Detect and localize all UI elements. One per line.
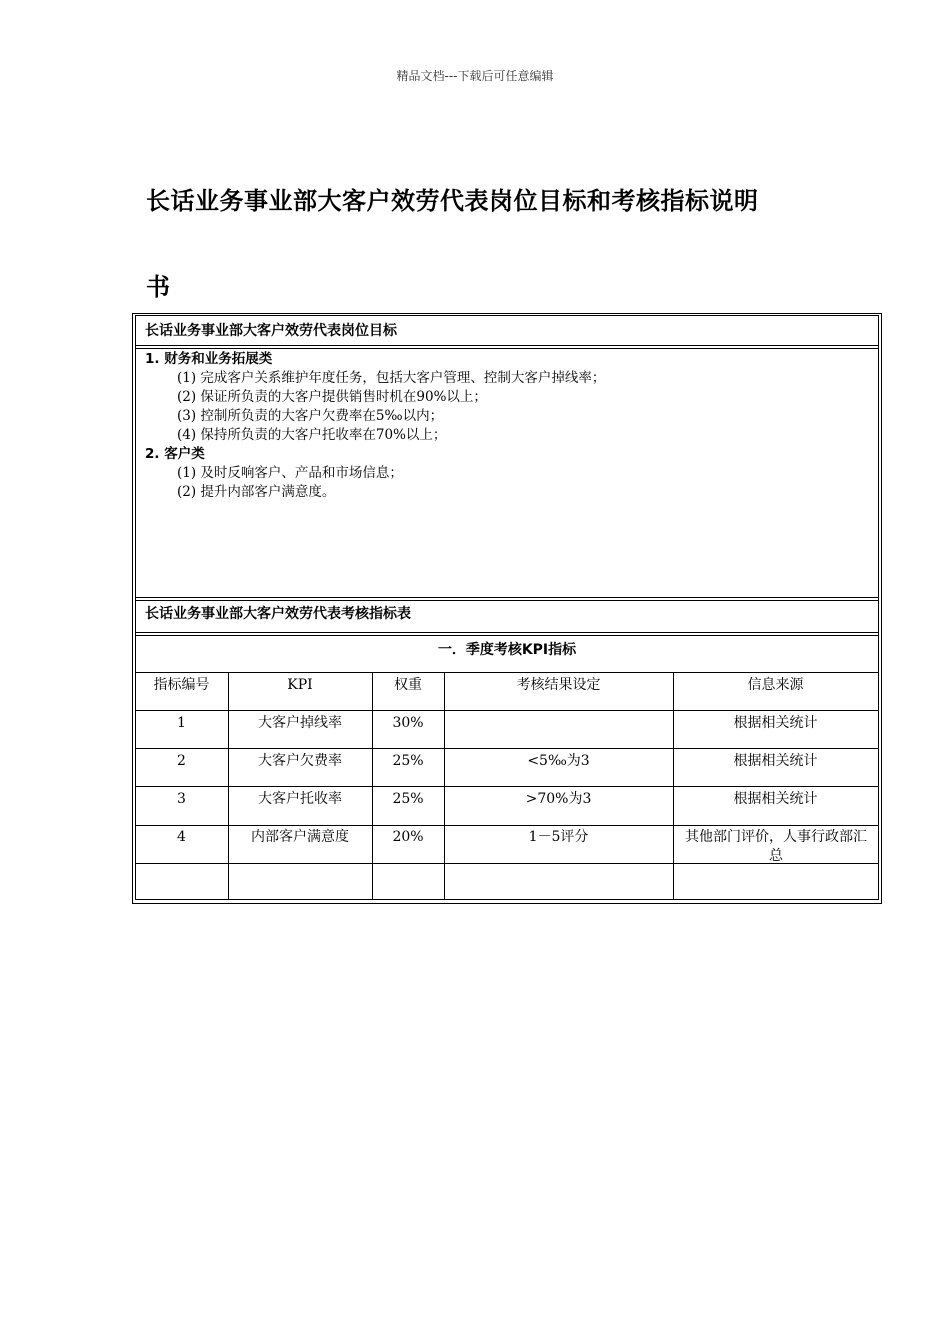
table-cell: 大客户托收率 xyxy=(258,791,342,807)
kpi-section-title: 长话业务事业部大客户效劳代表考核指标表 xyxy=(145,606,411,622)
rule xyxy=(136,825,878,826)
rule xyxy=(136,786,878,787)
rule xyxy=(136,748,878,749)
table-header-cell: 信息来源 xyxy=(747,677,804,693)
table-cell: 内部客户满意度 xyxy=(251,829,349,845)
goal-item: (2) 提升内部客户满意度。 xyxy=(177,484,336,500)
table-cell: 1－5评分 xyxy=(528,829,589,845)
table-cell: 30% xyxy=(392,715,424,731)
document-title-line1: 长话业务事业部大客户效劳代表岗位目标和考核指标说明 xyxy=(146,187,759,215)
goal-item: (2) 保证所负责的大客户提供销售时机在90%以上； xyxy=(177,389,487,405)
table-cell: 1 xyxy=(177,715,186,731)
table-cell: 2 xyxy=(177,753,186,769)
kpi-subtitle: 一．季度考核KPI指标 xyxy=(437,642,577,658)
category-label: 2. 客户类 xyxy=(145,446,205,462)
goals-section-title: 长话业务事业部大客户效劳代表岗位目标 xyxy=(145,323,397,339)
rule xyxy=(136,635,878,636)
table-cell: >70%为3 xyxy=(525,791,592,807)
table-cell: 根据相关统计 xyxy=(733,753,818,769)
rule xyxy=(372,672,373,899)
rule xyxy=(135,315,136,900)
table-cell: 20% xyxy=(392,829,424,845)
rule xyxy=(136,600,878,601)
rule xyxy=(136,345,878,346)
rule xyxy=(878,315,879,900)
table-cell: <5‰为3 xyxy=(527,753,590,769)
rule xyxy=(136,672,878,673)
rule xyxy=(673,672,674,899)
table-cell: 25% xyxy=(392,791,424,807)
goal-item: (4) 保持所负责的大客户托收率在70%以上； xyxy=(177,427,447,443)
table-cell: 根据相关统计 xyxy=(733,791,818,807)
table-cell: 25% xyxy=(392,753,424,769)
table-header-cell: KPI xyxy=(287,677,313,693)
table-cell: 3 xyxy=(177,791,186,807)
rule xyxy=(136,710,878,711)
goal-item: (1) 及时反响客户、产品和市场信息； xyxy=(177,465,403,481)
table-cell: 根据相关统计 xyxy=(733,715,818,731)
table-header-cell: 考核结果设定 xyxy=(516,677,601,693)
header-watermark: 精品文档---下载后可任意编辑 xyxy=(396,69,554,83)
goals-list xyxy=(145,350,605,502)
rule xyxy=(136,899,878,900)
table-cell: 大客户欠费率 xyxy=(258,753,342,769)
rule xyxy=(136,348,878,349)
table-cell: 其他部门评价，人事行政部汇总 xyxy=(685,829,867,864)
goal-item: (3) 控制所负责的大客户欠费率在5‰以内； xyxy=(177,408,444,424)
target-kpi-frame xyxy=(132,313,882,904)
rule xyxy=(136,597,878,598)
category-label: 1. 财务和业务拓展类 xyxy=(145,351,273,367)
table-cell: 大客户掉线率 xyxy=(258,715,342,731)
rule xyxy=(136,315,878,316)
rule xyxy=(136,632,878,633)
document-title-line2: 书 xyxy=(146,273,171,301)
table-header-cell: 指标编号 xyxy=(153,677,210,693)
rule xyxy=(228,672,229,899)
table-header-cell: 权重 xyxy=(394,677,422,693)
goal-item: (1) 完成客户关系维护年度任务，包括大客户管理、控制大客户掉线率； xyxy=(177,370,606,386)
table-cell: 4 xyxy=(177,829,186,845)
rule xyxy=(444,672,445,899)
